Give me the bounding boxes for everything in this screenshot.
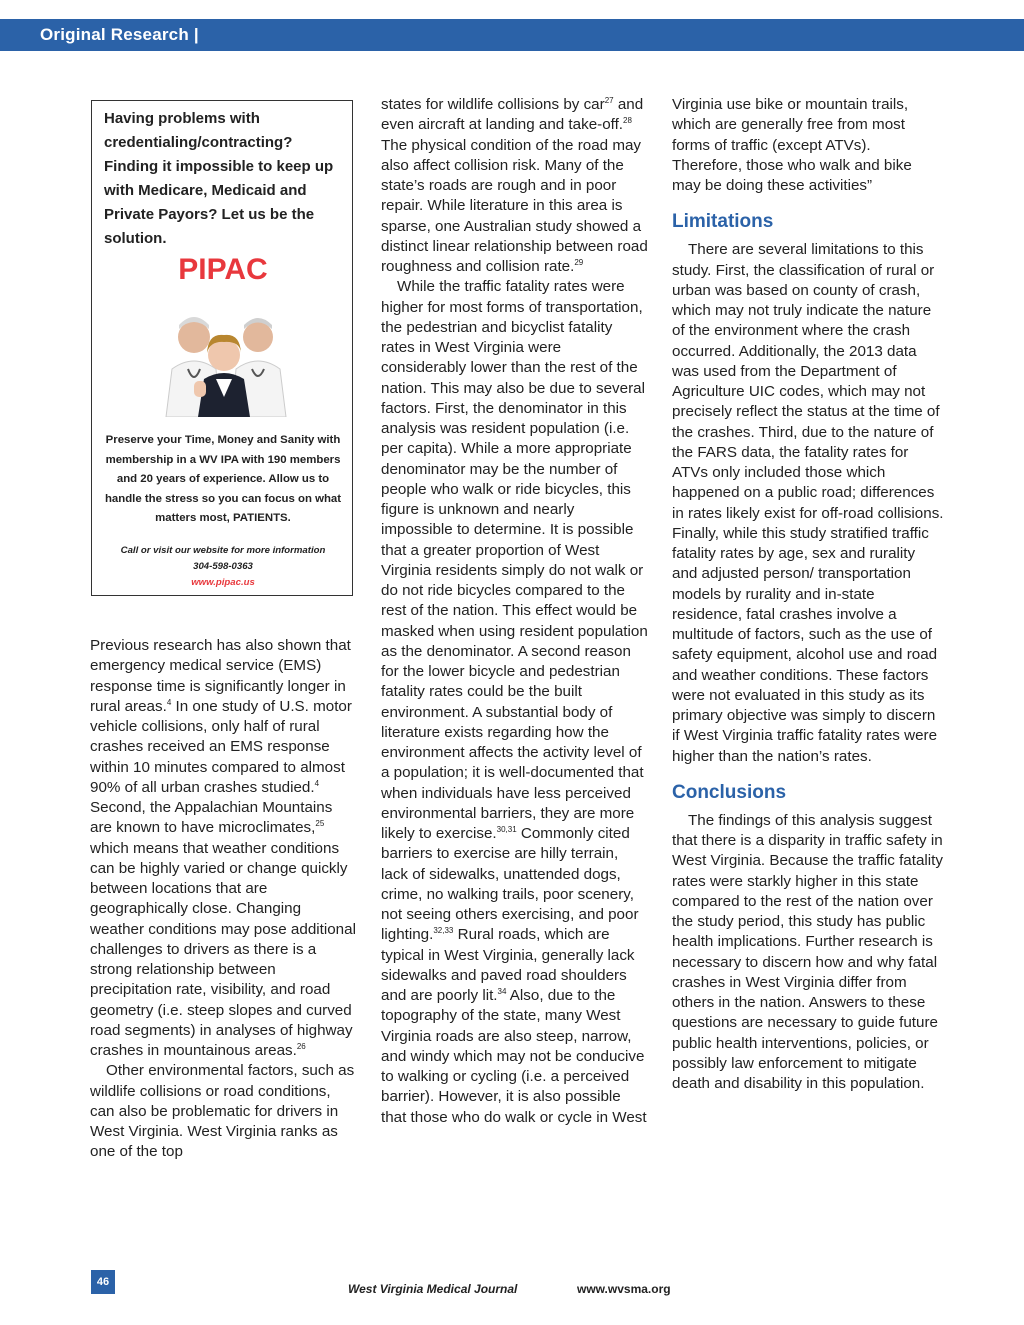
page-number: 46: [91, 1270, 115, 1294]
limitations-heading: Limitations: [672, 211, 774, 233]
ad-url[interactable]: www.pipac.us: [191, 577, 255, 588]
conclusions-text: The findings of this analysis suggest that there is a disparity in traffic safety in West Virginia. Because the traffic fatality rates were starkly higher in this state compared to the rest of the nation over the study period, this study has public health implications. Further research is necessary to discern how and why fatal crashes in West Virginia differ from others in the nation. Answers to these questions are necessary to guide future public health interventions, policies, or possibly law enforcement to mitigate death and disability in this population.: [672, 811, 943, 1092]
footer-url[interactable]: www.wvsma.org: [577, 1282, 671, 1296]
paragraph-ems: Previous research has also shown that emergency medical service (EMS) response time is significantly longer in rural areas.$^4$ In one study of U.S. motor vehicle collisions, only half of rural crashes received an EMS response within 10 minutes compared to almost 90% of all urban crashes studied.$^4$ Second, the Appalachian Mountains are known to have microclimates,$^{25}$ which means that weather conditions can be highly varied or change quickly between locations that are geographically close. Changing weather conditions may pose additional challenges to drivers as there is a strong relationship between precipitation rate, visibility, and road geometry (i.e. steep slopes and curved road segments) in analyses of highway crashes in mountainous areas.$^{26}$: [90, 637, 356, 1059]
ad-brand: PIPAC: [178, 253, 268, 286]
paragraph-pedestrian: While the traffic fatality rates were higher for most forms of transportation, the pedestrian and bicyclist fatality rates in West Virginia were considerably lower than the rest of the nation. This may also be due to several factors. First, the denominator in this analysis was resident population (i.e. per capita). While a more appropriate denominator may be the number of people who walk or ride bicycles, this figure is unknown and nearly impossible to determine. It is possible that a greater proportion of West Virginia residents simply do not walk or do not ride bicycles compared to the rest of the nation. This effect would be masked when using resident population as the denominator. A second reason for the lower bicycle and pedestrian fatality rates could be the built environment. A substantial body of literature exists regarding how the environment affects the activity level of a population; it is well-documented that when individuals have less perceived environmental barriers, they are more likely to exercise.$^{30,31}$ Commonly cited barriers to exercise are hilly terrain, lack of sidewalks, unattended dogs, crime, no walking trails, poor scenery, not seeing others exercising, and poor lighting.$^{32,33}$ Rural roads, which are typical in West Virginia, generally lack sidewalks and paved road shoulders and are poorly lit.$^{34}$ Also, due to the topography of the state, many West Virginia roads are also steep, narrow, and windy which may not be conducive to walking or cycling (i.e. a perceived barrier). However, it is also possible that those who do walk or cycle in West: [381, 278, 648, 1126]
ad-phone: 304-598-0363: [193, 561, 253, 572]
paragraph-wildlife: states for wildlife collisions by car$^{27}$ and even aircraft at landing and take-off.$^{28}$ The physical condition of the road may also affect collision risk. Many of the state’s roads are rough and in poor repair. While literature in this area is sparse, one Australian study showed a distinct linear relationship between road roughness and collision rate.$^{29}$: [381, 96, 648, 275]
paragraph-environmental: Other environmental factors, such as wildlife collisions or road conditions, can also be problematic for drivers in West Virginia. West Virginia ranks as one of the top: [90, 1062, 355, 1161]
limitations-text: There are several limitations to this study. First, the classification of rural or urban was based on county of crash, which may not truly indicate the nature of the environment where the crash occurred. Additionally, the 2013 data was used from the Department of Agriculture UIC codes, which may not precisely reflect the status at the time of the crashes. Third, due to the nature of the FARS data, the fatality rates for ATVs only included those which happened on a public road; differences in rates likely exist for off-road collisions. Finally, while this study stratified traffic fatality rates by age, sex and rurality and adjusted person/ transportation models by rurality and in-state residence, fatal crashes involve a multitude of factors, such as the use of safety equipment, alcohol use and road and weather conditions. These factors were not evaluated in this study as its primary objective was simply to discern if West Virginia traffic fatality rates were higher than the nation’s rates.: [672, 241, 944, 765]
column-1: [90, 636, 358, 1163]
pipac-advertisement: [91, 100, 353, 596]
conclusions-heading: Conclusions: [672, 781, 787, 803]
doctors-photo: [158, 307, 290, 417]
header-bar: [0, 19, 1024, 51]
footer-journal: West Virginia Medical Journal: [348, 1282, 518, 1296]
section-title: Original Research |: [40, 25, 199, 44]
ad-cta-text: Call or visit our website for more information: [120, 545, 326, 556]
ad-description: Preserve your Time, Money and Sanity with membership in a WV IPA with 190 members and 20 years of experience. Allow us to handle the stress so you can focus on what matters most, PATIENTS.: [104, 434, 342, 524]
column-3: [672, 95, 944, 1094]
column-2: [381, 95, 649, 1128]
ad-contact: [102, 543, 344, 591]
paragraph-trails: Virginia use bike or mountain trails, which are generally free from most forms of traffic (except ATVs). Therefore, those who walk and bike may be doing these activities”: [672, 96, 912, 194]
ad-headline: Having problems with credentialing/contracting? Finding it impossible to keep up with Medicare, Medicaid and Private Payors? Let us be the solution.: [104, 110, 334, 247]
